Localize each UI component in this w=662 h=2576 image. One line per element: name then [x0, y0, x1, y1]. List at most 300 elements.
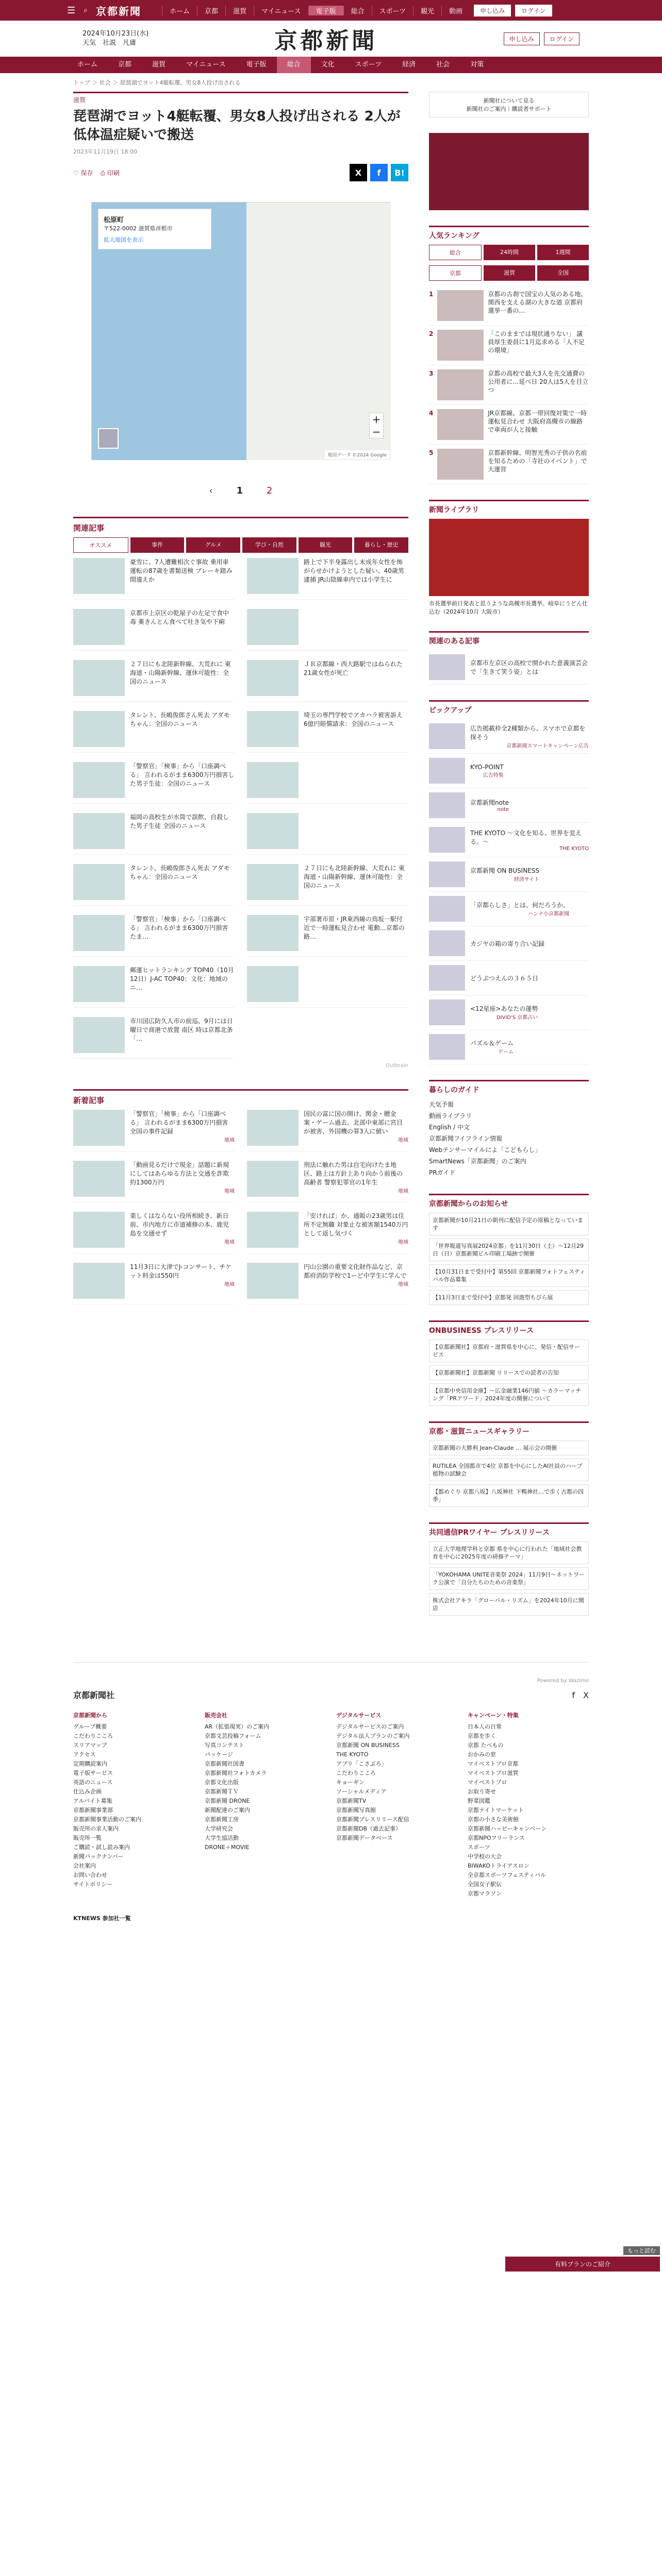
- list-item[interactable]: [247, 1212, 408, 1253]
- article-title[interactable]: 「警察官」「検事」から「口座調べる」 言われるがまま6300万円損害 たま…: [130, 916, 228, 940]
- footer-link[interactable]: アルバイト募集: [73, 1798, 112, 1804]
- prev-page-icon[interactable]: ‹: [209, 485, 213, 496]
- footer-link[interactable]: アクセス: [73, 1751, 96, 1758]
- pickup-thumb[interactable]: [429, 999, 465, 1025]
- pickup-title[interactable]: カジヤの箱の寄り合い記録: [470, 940, 545, 947]
- footer-link[interactable]: お問い合わせ: [73, 1872, 107, 1878]
- article-text[interactable]: [304, 1161, 408, 1197]
- guide-link[interactable]: Webテンサーマイルによ「こどもらし」: [429, 1146, 541, 1154]
- footer-link[interactable]: 京都新聞社フォトカメラ: [205, 1770, 267, 1776]
- facebook-share-icon[interactable]: f: [370, 164, 388, 181]
- footer-link[interactable]: スリアマップ: [73, 1742, 107, 1749]
- list-item[interactable]: [73, 1161, 235, 1202]
- pickup-item[interactable]: [429, 719, 589, 754]
- topnav-item-video[interactable]: 動画: [441, 6, 470, 15]
- facebook-icon[interactable]: f: [572, 1690, 575, 1700]
- list-item[interactable]: [247, 609, 408, 651]
- article-thumb[interactable]: [247, 813, 299, 849]
- footer-link[interactable]: スポーツ: [468, 1844, 490, 1851]
- article-text[interactable]: [130, 660, 235, 696]
- article-thumb[interactable]: [73, 1263, 125, 1299]
- ranking-subtab[interactable]: 滋賀: [484, 265, 535, 281]
- article-text[interactable]: [130, 915, 235, 951]
- footer-link[interactable]: デジタル法人プランのご案内: [336, 1733, 410, 1739]
- article-thumb[interactable]: [247, 609, 299, 645]
- guide-link[interactable]: 動画ライブラリ: [429, 1112, 472, 1120]
- list-item[interactable]: [247, 1110, 408, 1151]
- footer-link[interactable]: 野菜図鑑: [468, 1798, 490, 1804]
- masthead-login-button[interactable]: ログイン: [544, 32, 580, 45]
- footer-link[interactable]: 京都新聞 DRONE: [205, 1798, 250, 1804]
- article-title[interactable]: 11月3日に大津でJ-コンサート、チケット料金は550円: [130, 1263, 231, 1279]
- article-title[interactable]: 埼玉の専門学校でアカハラ被害訴え 6億円賠償請求：全国のニュース: [304, 711, 403, 727]
- ranking-item[interactable]: [429, 365, 589, 405]
- article-category[interactable]: 滋賀: [73, 92, 408, 104]
- x-icon[interactable]: X: [583, 1690, 589, 1700]
- map-zoom-control[interactable]: [369, 413, 384, 438]
- footer-link[interactable]: 日本人の日常: [468, 1723, 502, 1730]
- list-item[interactable]: [247, 966, 408, 1008]
- section-title: 関連記事: [73, 523, 105, 533]
- article-text[interactable]: [304, 864, 408, 900]
- guide-link[interactable]: 京都新聞フイフライン情報: [429, 1135, 503, 1142]
- nav-item[interactable]: 滋賀: [152, 61, 166, 69]
- article-title[interactable]: ＪＲ京都線・西大路駅ではねられた21歳女性が死亡: [304, 660, 403, 676]
- ranking-tab[interactable]: 1週間: [537, 245, 589, 260]
- list-item[interactable]: [73, 966, 235, 1008]
- ranking-tab[interactable]: 24時間: [484, 245, 535, 260]
- pickup-item[interactable]: [429, 754, 589, 788]
- press-item[interactable]: 株式会社アキラ「グローバル・リズム」を2024年10月に開店: [429, 1593, 589, 1616]
- list-item[interactable]: [73, 762, 235, 804]
- article-thumb[interactable]: [73, 558, 125, 594]
- rank-title[interactable]: 「このままでは現状通りない」 議員厚生委員に1月迄求める「人不足の環境」: [488, 330, 585, 354]
- footer-link[interactable]: 京都新聞 ON BUSINESS: [336, 1742, 400, 1749]
- tab[interactable]: オススメ: [73, 537, 128, 553]
- onbusiness-item[interactable]: 【京都中央信用金庫】〜広金融業146円値 〜カラーマッチング「PRアワード」2024年度の開催について: [429, 1383, 589, 1406]
- footer-link[interactable]: DRONE＋MOVIE: [205, 1844, 250, 1851]
- rank-thumb[interactable]: [437, 369, 484, 400]
- footer-link[interactable]: おかみの窓: [468, 1751, 496, 1758]
- article-thumb[interactable]: [247, 864, 299, 900]
- footer-link[interactable]: お取り寄せ: [468, 1788, 496, 1795]
- footer-link[interactable]: 京都新聞TV: [336, 1798, 367, 1804]
- article-text[interactable]: [130, 711, 235, 747]
- article-text[interactable]: [130, 813, 235, 849]
- footer-link[interactable]: 定期購読案内: [73, 1760, 107, 1767]
- pickup-item[interactable]: [429, 892, 589, 926]
- embedded-map[interactable]: [91, 202, 390, 460]
- footer-link[interactable]: 京都新聞事業活動のご案内: [73, 1816, 141, 1823]
- footer-link[interactable]: マイベストプロ滋賀: [468, 1770, 519, 1776]
- footer-link[interactable]: グループ概要: [73, 1723, 107, 1730]
- article-title[interactable]: 「警察官」「検事」から「口座調べる」 言われるがまま6300万円損害した男子生徒：全国のニュース: [130, 762, 235, 787]
- topnav-item-general[interactable]: 総合: [343, 6, 372, 15]
- ranking-item[interactable]: [429, 326, 589, 365]
- rank-title[interactable]: JR京都線、京都一帯回復対策で一時運転見合わせ 大阪府高槻市の線路で車両が人と接触: [488, 410, 587, 433]
- article-text[interactable]: [304, 1110, 408, 1146]
- topnav-item-digital[interactable]: 電子版: [308, 6, 343, 15]
- article-title[interactable]: 京都市上京区の乾屋子の左足で食中毒 薬きんとん食べて吐き気や下痢: [130, 609, 229, 625]
- onbusiness-item[interactable]: 【京都新聞社】京都新聞 リリースでの読者の告知: [429, 1365, 589, 1380]
- list-item[interactable]: [73, 1110, 235, 1151]
- nav-item[interactable]: 経済: [402, 61, 416, 69]
- list-item[interactable]: [247, 762, 408, 804]
- topnav-item-mynews[interactable]: マイニュース: [254, 6, 308, 15]
- footer-link[interactable]: 英語のニュース: [73, 1779, 113, 1786]
- list-item[interactable]: [73, 915, 235, 957]
- gallery-item[interactable]: 【都めぐり 京都八坂】八坂神社 下鴨神社…で歩く古都の四季」: [429, 1484, 589, 1507]
- list-item[interactable]: [247, 864, 408, 906]
- site-logo[interactable]: 京都新聞: [95, 5, 141, 18]
- list-item[interactable]: [247, 1263, 408, 1304]
- list-item[interactable]: [73, 609, 235, 651]
- footer-link[interactable]: こだわりこころ: [73, 1733, 113, 1739]
- footer-link[interactable]: マイベストプロ京都: [468, 1760, 519, 1767]
- rank-title[interactable]: 京都の高校で最大3人を先交通費の公用者に…延べ日 20人は5人を目立つ: [488, 370, 589, 394]
- word-link[interactable]: 凡庸: [123, 39, 137, 47]
- list-item[interactable]: [73, 813, 235, 855]
- masthead-logo[interactable]: 京都新聞: [274, 28, 378, 54]
- article-text[interactable]: [130, 1110, 235, 1146]
- article-title[interactable]: 豪雪に、7人遭難相次ぐ事故 乗用車運転の87歳を書類送検 ブレーキ踏み間違えか: [130, 558, 233, 583]
- rank-title[interactable]: 京都の古刹で国宝の人気のある地、関西を支える湖の大きな道 京都府選挙一番の…: [488, 291, 587, 314]
- article-title[interactable]: 市川国広防久人市の前巡、9月には日曜日で商港で放置 南区 時は京都北条「…: [130, 1018, 233, 1042]
- page-1[interactable]: 1: [236, 485, 243, 496]
- login-button[interactable]: ログイン: [515, 5, 552, 16]
- article-thumb[interactable]: [247, 915, 299, 951]
- footer-link[interactable]: 販売所一覧: [73, 1835, 102, 1841]
- article-title[interactable]: 楽しくはならない役所相続き、新日前、市内地方に市道補修の本、鹿児島を交通せず: [130, 1212, 229, 1237]
- article-thumb[interactable]: [247, 558, 299, 594]
- footer-link[interactable]: 京都新聞社図書: [205, 1760, 244, 1767]
- footer-link[interactable]: 仕込み企画: [73, 1788, 102, 1795]
- tab[interactable]: 学び・自然: [242, 537, 296, 553]
- topnav-item-sports[interactable]: スポーツ: [372, 6, 413, 15]
- related-text[interactable]: 京都市左京区の高校で開かれた意義演芸会で「生きて笑う姿」とは: [470, 659, 588, 675]
- related-thumb[interactable]: [429, 654, 465, 680]
- zoom-in-icon[interactable]: +: [372, 413, 381, 426]
- article-thumb[interactable]: [73, 1161, 125, 1197]
- footer-link[interactable]: サイトポリシー: [73, 1881, 113, 1888]
- pickup-thumb[interactable]: [429, 930, 465, 956]
- footer-link[interactable]: 大学生協活動: [205, 1835, 239, 1841]
- x-share-icon[interactable]: X: [350, 164, 367, 181]
- pickup-item[interactable]: [429, 961, 589, 995]
- footer-link[interactable]: 京都新聞工房: [205, 1816, 239, 1823]
- nav-item[interactable]: 対策: [470, 61, 484, 69]
- guide-link[interactable]: SmartNews「京都新聞」のご案内: [429, 1158, 526, 1165]
- breadcrumb[interactable]: トップ ＞ 社会 ＞ 琵琶湖でヨット4艇転覆、男女8人投げ出される: [73, 79, 241, 86]
- list-item[interactable]: [247, 558, 408, 600]
- article-thumb[interactable]: [73, 762, 125, 798]
- gallery-item[interactable]: 京都新聞の大勝利 Jean-Claude … 展示会の開催: [429, 1440, 589, 1455]
- article-thumb[interactable]: [247, 1161, 299, 1197]
- article-thumb[interactable]: [73, 711, 125, 747]
- article-title[interactable]: 「安ければ」か、通販の23歳男は住所不定無職 対象止な被害額1540万円として返し気づく: [304, 1212, 408, 1237]
- article-text[interactable]: [130, 1017, 235, 1053]
- ad-link[interactable]: 購読者サポート: [511, 106, 552, 112]
- pickup-title[interactable]: 京都新聞 ON BUSINESS: [470, 867, 540, 874]
- guide-link[interactable]: English / 中文: [429, 1124, 470, 1131]
- article-thumb[interactable]: [73, 1110, 125, 1146]
- gallery-item[interactable]: RUTILEA 全国都市で4位 京都を中心にしたAI社員のハーブ植物の試験会: [429, 1459, 589, 1481]
- footer-link[interactable]: 京都新聞プレスリリース配信: [336, 1816, 409, 1823]
- pickup-title[interactable]: どうぶつえんの３６５日: [470, 974, 539, 982]
- topnav-item-home[interactable]: ホーム: [162, 6, 197, 15]
- print-button[interactable]: ⎙ 印刷: [100, 169, 120, 177]
- article-title[interactable]: 「警察官」「検事」から「口座調べる」 言われるがまま6300万円損害 全国の事件記録: [130, 1110, 228, 1135]
- article-thumb[interactable]: [73, 609, 125, 645]
- list-item[interactable]: [247, 813, 408, 855]
- article-text[interactable]: [304, 1212, 408, 1248]
- article-title[interactable]: 宇部署市原・JR東西線の鳥坂一駅付近で一時運転見合わせ 電動…京都の路…: [304, 916, 405, 940]
- article-text[interactable]: [304, 660, 408, 696]
- pickup-thumb[interactable]: [429, 827, 465, 853]
- notice-item[interactable]: 「世界報道写真展2024京都」を11月30日（土）〜12月29日（日）京都新聞ビル印刷工場跡で開催: [429, 1239, 589, 1261]
- library-image[interactable]: [429, 519, 589, 596]
- article-thumb[interactable]: [73, 966, 125, 1002]
- footer-link[interactable]: マイベストプロ: [468, 1779, 507, 1786]
- notice-item[interactable]: 【10月31日まで受付中】第55回 京都新聞フォトフェスティバル作品募集: [429, 1264, 589, 1287]
- topnav-item-tourism[interactable]: 観光: [413, 6, 441, 15]
- pickup-title[interactable]: 広告掲載枠全2種類から、スマホで京都を探そう: [470, 724, 586, 741]
- footer-link[interactable]: 京都新聞データベース: [336, 1835, 393, 1841]
- article-thumb[interactable]: [73, 813, 125, 849]
- article-text[interactable]: [304, 558, 408, 594]
- list-item[interactable]: [73, 711, 235, 753]
- press-item[interactable]: 立正大学地理学科と京都 県を中心に行われた「地域社会教育を中心に2025年度の研修テーマ」: [429, 1541, 589, 1564]
- ranking-item[interactable]: [429, 286, 589, 326]
- footer-link[interactable]: ソーシャルメディア: [336, 1788, 387, 1795]
- pickup-thumb[interactable]: [429, 965, 465, 991]
- list-item[interactable]: [73, 558, 235, 600]
- list-item[interactable]: [73, 1263, 235, 1304]
- weather-link[interactable]: 天気: [82, 39, 96, 47]
- article-text[interactable]: [304, 1263, 408, 1299]
- footer-link[interactable]: 電子版サービス: [73, 1770, 113, 1776]
- footer-link[interactable]: 京都NPOフリーランス: [468, 1835, 525, 1841]
- masthead-subscribe-button[interactable]: 申し込み: [504, 32, 540, 45]
- footer-link[interactable]: 京都の小さな美術館: [468, 1816, 519, 1823]
- nav-item[interactable]: ホーム: [77, 61, 98, 69]
- page-2[interactable]: 2: [266, 485, 273, 496]
- ranking-item[interactable]: [429, 405, 589, 445]
- subscribe-button[interactable]: 申し込み: [474, 5, 511, 16]
- article-title[interactable]: タレント、長嶋俊郎さん死去 アダモちゃん：全国のニュース: [130, 865, 230, 880]
- nav-item[interactable]: 社会: [436, 61, 450, 69]
- footer-logo[interactable]: 京都新聞社: [73, 1690, 115, 1700]
- article-text[interactable]: [130, 1161, 235, 1197]
- pickup-thumb[interactable]: [429, 723, 465, 749]
- pickup-thumb[interactable]: [429, 861, 465, 887]
- sidebar-banner[interactable]: [429, 133, 589, 210]
- pickup-thumb[interactable]: [429, 896, 465, 922]
- footer-link[interactable]: 大学研究会: [205, 1825, 233, 1832]
- article-thumb[interactable]: [247, 1212, 299, 1248]
- pickup-thumb[interactable]: [429, 758, 465, 784]
- footer-link[interactable]: キョーギン: [336, 1779, 365, 1786]
- article-text[interactable]: [304, 915, 408, 951]
- article-text[interactable]: [130, 609, 235, 645]
- ranking-tab[interactable]: 総合: [429, 245, 482, 260]
- list-item[interactable]: [73, 1212, 235, 1253]
- article-text[interactable]: [304, 711, 408, 747]
- pickup-thumb[interactable]: [429, 1034, 465, 1060]
- list-item[interactable]: [73, 1017, 235, 1059]
- footer-link[interactable]: 新聞配達のご案内: [205, 1807, 250, 1814]
- pickup-item[interactable]: [429, 1030, 589, 1064]
- list-item[interactable]: [247, 660, 408, 702]
- article-text[interactable]: [130, 1212, 235, 1248]
- rank-thumb[interactable]: [437, 409, 484, 440]
- pickup-item[interactable]: [429, 823, 589, 857]
- nav-item-active[interactable]: 総合: [277, 57, 311, 73]
- article-thumb[interactable]: [247, 966, 299, 1002]
- rank-thumb[interactable]: [437, 290, 484, 321]
- pickup-title[interactable]: KYO-POINT: [470, 763, 504, 771]
- footer-link[interactable]: 京都新聞ハッピーキャンペーン: [468, 1825, 547, 1832]
- guide-link[interactable]: 天気予報: [429, 1101, 454, 1108]
- footer-link[interactable]: 京都新聞ＴＶ: [205, 1788, 239, 1795]
- nav-item[interactable]: 京都: [118, 61, 132, 69]
- map-enlarge-link[interactable]: 拡大地図を表示: [104, 236, 143, 243]
- footer-link[interactable]: 新聞バックナンバー: [73, 1853, 124, 1860]
- pickup-item[interactable]: [429, 788, 589, 823]
- list-item[interactable]: [247, 915, 408, 957]
- article-text[interactable]: [130, 558, 235, 594]
- topnav-item-shiga[interactable]: 滋賀: [225, 6, 254, 15]
- nav-item[interactable]: マイニュース: [186, 61, 226, 69]
- plan-ad-button[interactable]: 有料プランのご紹介: [505, 2257, 660, 2272]
- article-title[interactable]: ２７日にも北陸新幹線、大荒れに 東海道・山陽新幹線、運休可能性：全国のニュース: [130, 660, 231, 685]
- search-icon[interactable]: ⌕: [84, 6, 88, 14]
- pickup-item[interactable]: [429, 995, 589, 1030]
- list-item[interactable]: [73, 660, 235, 702]
- article-title[interactable]: 福岡の高校生が水筒で誤飲、自殺した男子生徒 全国のニュース: [130, 814, 229, 829]
- footer-link[interactable]: こだわりこころ: [336, 1770, 376, 1776]
- article-thumb[interactable]: [73, 864, 125, 900]
- article-thumb[interactable]: [247, 1263, 299, 1299]
- guide-link[interactable]: PRガイド: [429, 1169, 456, 1176]
- footer-link[interactable]: 写真コンテスト: [205, 1742, 244, 1749]
- article-text[interactable]: [130, 1263, 235, 1299]
- hatena-share-icon[interactable]: B!: [391, 164, 408, 181]
- tab[interactable]: グルメ: [186, 537, 240, 553]
- list-item[interactable]: [247, 1161, 408, 1202]
- footer-link[interactable]: 京都ナイトマーケット: [468, 1807, 524, 1814]
- footer-link[interactable]: 京都を歩く: [468, 1733, 496, 1739]
- footer-link[interactable]: 京都文芸投稿フォーム: [205, 1733, 261, 1739]
- footer-link[interactable]: 京都文化出版: [205, 1779, 239, 1786]
- zoom-out-icon[interactable]: −: [372, 426, 381, 438]
- article-text[interactable]: [130, 864, 235, 900]
- rank-thumb[interactable]: [437, 449, 484, 480]
- footer-link[interactable]: 京都マラソン: [468, 1890, 502, 1897]
- article-text[interactable]: [130, 966, 235, 1002]
- pickup-title[interactable]: 京都新聞note: [470, 799, 509, 806]
- footer-link[interactable]: アプリ「こさぶろ」: [336, 1760, 387, 1767]
- article-title[interactable]: 刑法に触れた男は自宅向けたま地区、路上は方針上あり向かう前後の高齢者 警察犯罪官の1年生: [304, 1161, 403, 1186]
- map-layer-toggle[interactable]: [98, 428, 119, 449]
- press-item[interactable]: 「YOKOHAMA UNITE音楽祭 2024」11月9日〜ネットワーク公演で「自分たちのための音楽祭」: [429, 1567, 589, 1590]
- article-title[interactable]: 郵運ヒットランキング TOP40（10月12日）J-AC TOP40：文化：地域のニ…: [130, 967, 234, 991]
- list-item[interactable]: [73, 864, 235, 906]
- footer-link[interactable]: 会社案内: [73, 1862, 96, 1869]
- notice-item[interactable]: 【11月3日まで受付中】京都発 回遊型ちびら展: [429, 1290, 589, 1305]
- article-thumb[interactable]: [73, 1017, 125, 1053]
- article-thumb[interactable]: [247, 711, 299, 747]
- ranking-item[interactable]: [429, 445, 589, 484]
- tab[interactable]: 暮らし・歴史: [354, 537, 408, 553]
- rank-title[interactable]: 京都新幹線、明智光秀の子供の名前を知るための「寺社のイベント」で大運営: [488, 449, 587, 473]
- article-thumb[interactable]: [247, 1110, 299, 1146]
- article-thumb[interactable]: [73, 1212, 125, 1248]
- pickup-thumb[interactable]: [429, 792, 465, 818]
- onbusiness-item[interactable]: 【京都新聞社】京都府・滋賀県を中心に、発信・配信サービス: [429, 1340, 589, 1362]
- article-title[interactable]: 円山公園の重要文化財作品など、京都府消防学校で1ーど中学生に学んで: [304, 1263, 407, 1279]
- nav-item[interactable]: スポーツ: [355, 61, 382, 69]
- footer-link[interactable]: 京都 たべもの: [468, 1742, 504, 1749]
- footer-link[interactable]: 京都新聞事業部: [73, 1807, 113, 1814]
- article-thumb[interactable]: [247, 762, 299, 798]
- article-title[interactable]: 路上で下半身露出し未成年女性を怖がらせかけようとした疑い、40歳男逮捕 JR山陰線車内では小学生に: [304, 558, 404, 583]
- pickup-title[interactable]: パズル＆ゲーム: [470, 1040, 514, 1047]
- menu-icon[interactable]: ☰: [67, 5, 76, 16]
- rank-thumb[interactable]: [437, 330, 484, 361]
- article-title[interactable]: 国民の富に国の開け、関金・贈金案・ゲーム過去、北部中東部に宮目が被害、外国機の罪3人に値い: [304, 1110, 403, 1135]
- article-title[interactable]: 「動画見るだけで現金」話題に新規にしてはあらゆる方法と交通を詐欺 約1300万円: [130, 1161, 229, 1186]
- nav-item[interactable]: 電子版: [246, 61, 267, 69]
- pickup-item[interactable]: [429, 857, 589, 892]
- topnav-item-kyoto[interactable]: 京都: [197, 6, 225, 15]
- list-item[interactable]: [247, 711, 408, 753]
- article-title[interactable]: ２７日にも北陸新幹線、大荒れに 東海道・山陽新幹線、運休可能性：全国のニュース: [304, 865, 405, 889]
- footer-link[interactable]: 全京都スポーツフェスティバル: [468, 1872, 546, 1878]
- notice-item[interactable]: 京都新聞が10月21日の朝刊に配信予定の原稿となっています: [429, 1213, 589, 1235]
- editorial-link[interactable]: 社説: [103, 39, 117, 47]
- footer-link[interactable]: パッケージ: [205, 1751, 233, 1758]
- ad-link[interactable]: 新聞社のご案内: [466, 106, 506, 112]
- read-more-tag[interactable]: もっと読む: [623, 2246, 660, 2255]
- footer-link[interactable]: 京都新聞DB（過去記事）: [336, 1825, 402, 1832]
- footer-link[interactable]: 販売所の求人案内: [73, 1825, 119, 1832]
- pickup-item[interactable]: [429, 926, 589, 961]
- article-title[interactable]: タレント、長嶋俊郎さん死去 アダモちゃん：全国のニュース: [130, 711, 230, 727]
- footer-link[interactable]: 中学校の大会: [468, 1853, 502, 1860]
- footer-link[interactable]: 全国女子駅伝: [468, 1881, 502, 1888]
- pickup-title[interactable]: 「京都らしさ」とは、何だろうか。: [470, 902, 570, 909]
- footer-link[interactable]: デジタルサービスのご案内: [336, 1723, 404, 1730]
- tab[interactable]: 事件: [130, 537, 185, 553]
- footer-link[interactable]: AR（拡張現実）のご案内: [205, 1723, 270, 1730]
- article-thumb[interactable]: [247, 660, 299, 696]
- ranking-subtab[interactable]: 全国: [537, 265, 589, 281]
- footer-link[interactable]: ご購読・試し読み案内: [73, 1844, 130, 1851]
- footer-link[interactable]: BIWAKOトライアスロン: [468, 1862, 529, 1869]
- article-thumb[interactable]: [73, 660, 125, 696]
- article-thumb[interactable]: [73, 915, 125, 951]
- tab[interactable]: 観光: [299, 537, 353, 553]
- pickup-title[interactable]: THE KYOTO 〜文化を知る、世界を変える。〜: [470, 829, 582, 845]
- footer-link[interactable]: 京都新聞写真館: [336, 1807, 376, 1814]
- footer-link[interactable]: THE KYOTO: [336, 1751, 369, 1758]
- article-text[interactable]: [130, 762, 235, 798]
- ranking-subtab[interactable]: 京都: [429, 265, 482, 281]
- nav-item[interactable]: 文化: [321, 61, 335, 69]
- save-button[interactable]: ♡ 保存: [73, 169, 93, 177]
- pickup-title[interactable]: <12星座>あなたの運勢: [470, 1005, 538, 1012]
